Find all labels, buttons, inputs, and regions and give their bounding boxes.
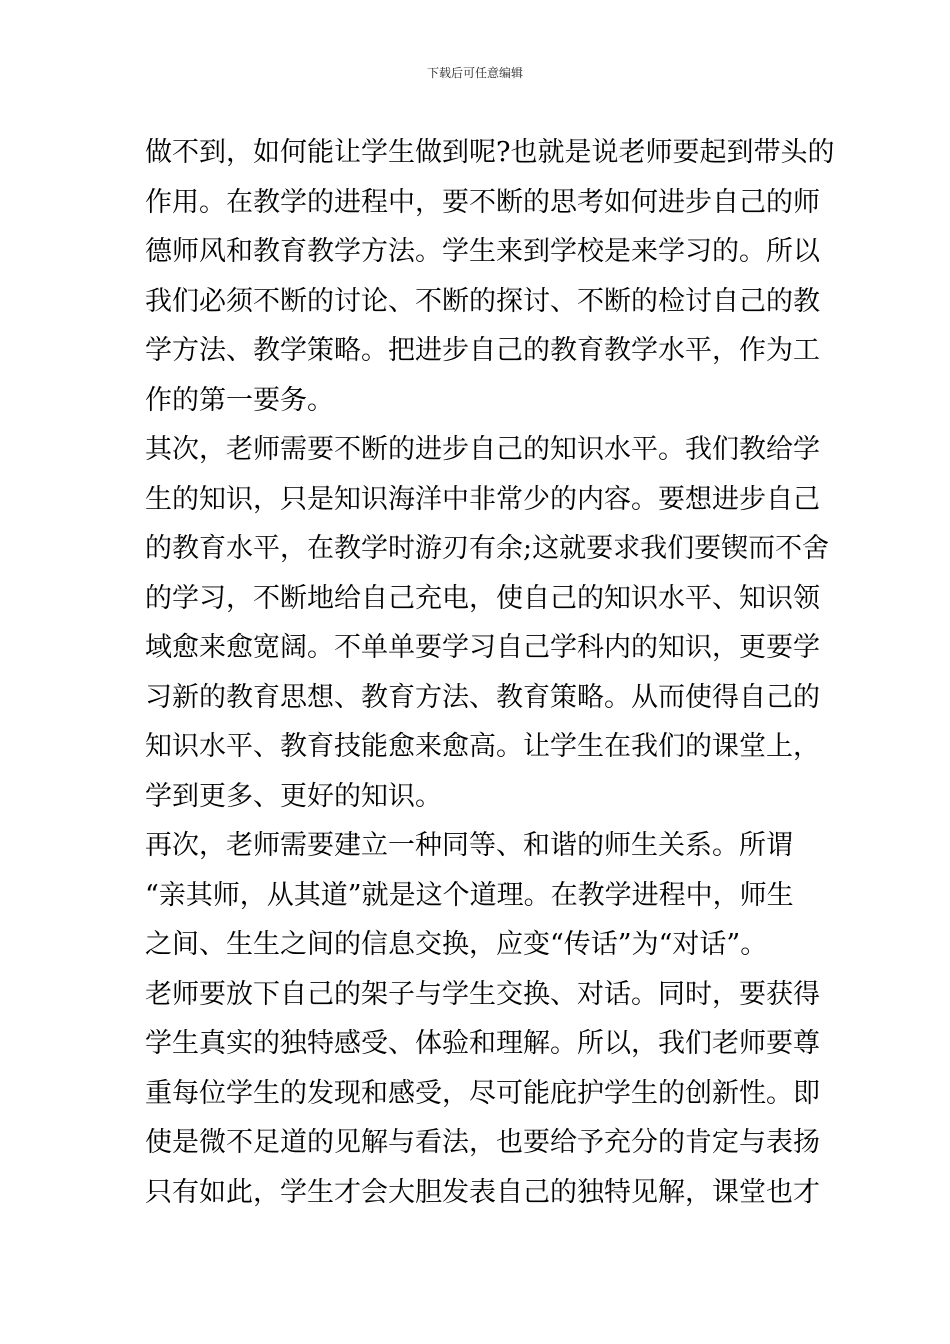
text-line: 再次，老师需要建立一种同等、和谐的师生关系。所谓 [145,830,793,861]
text-line: 域愈来愈宽阔。不单单要学习自己学科内的知识，更要学 [145,632,820,663]
text-line: 我们必须不断的讨论、不断的探讨、不断的检讨自己的教 [145,285,820,317]
text-line: 作用。在教学的进程中，要不断的思考如何进步自己的师 [145,186,820,218]
text-line: 只有如此，学生才会大胆发表自己的独特见解，课堂也才 [145,1176,820,1208]
text-line: 作的第一要务。 [145,384,334,416]
text-line: 老师要放下自己的架子与学生交换、对话。同时，要获得 [145,978,820,1010]
text-line: 做不到，如何能让学生做到呢?也就是说老师要起到带头的 [145,137,835,168]
text-line: 的教育水平，在教学时游刃有余;这就要求我们要锲而不舍 [145,533,830,564]
text-line: 学到更多、更好的知识。 [145,780,442,812]
text-line: 知识水平、教育技能愈来愈高。让学生在我们的课堂上， [145,731,820,762]
text-line: 重每位学生的发现和感受，尽可能庇护学生的创新性。即 [145,1077,820,1109]
text-line: “亲其师，从其道”就是这个道理。在教学进程中，师生 [145,879,794,911]
text-line: 德师风和教育教学方法。学生来到学校是来学习的。所以 [145,236,820,267]
page-header: 下载后可任意编辑 [426,66,523,80]
text-line: 学生真实的独特感受、体验和理解。所以，我们老师要尊 [145,1028,820,1059]
text-line: 的学习，不断地给自己充电，使自己的知识水平、知识领 [145,582,820,614]
text-line: 生的知识，只是知识海洋中非常少的内容。要想进步自己 [145,483,820,515]
text-line: 之间、生生之间的信息交换，应变“传话”为“对话”。 [145,929,768,960]
text-line: 其次，老师需要不断的进步自己的知识水平。我们教给学 [145,434,820,465]
document-body [145,128,835,1217]
text-line: 使是微不足道的见解与看法，也要给予充分的肯定与表扬 [145,1127,820,1158]
text-line: 习新的教育思想、教育方法、教育策略。从而使得自己的 [145,681,820,713]
text-line: 学方法、教学策略。把进步自己的教育教学水平，作为工 [145,335,820,366]
